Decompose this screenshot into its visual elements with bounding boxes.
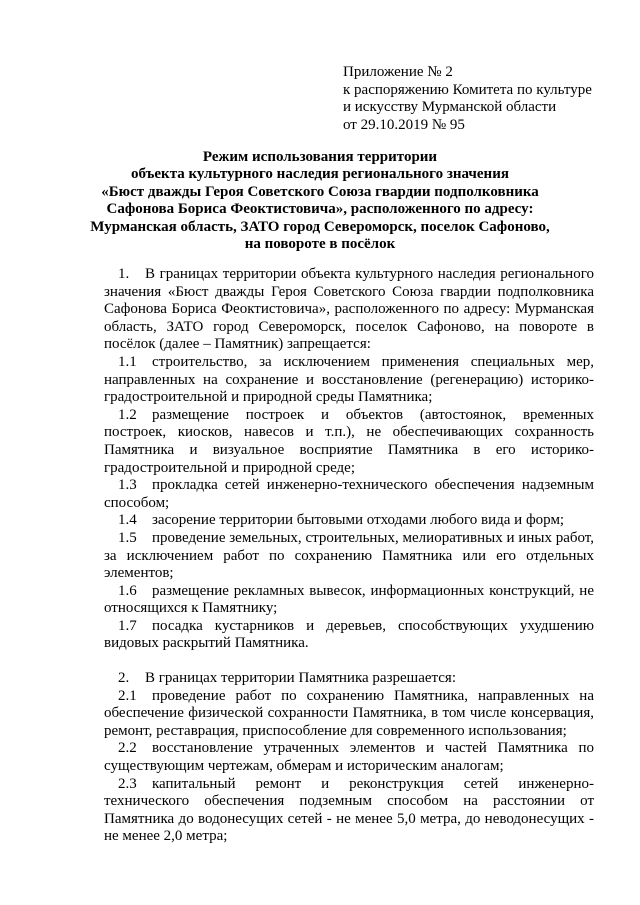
item-number: 2.2 [118,740,137,757]
title-line: Сафонова Бориса Феоктистовича», расположенного по адресу: [106,201,534,218]
item-number: 1.6 [118,582,137,599]
item-number: 1.7 [118,617,137,634]
item-text: капитальный ремонт и реконструкция сетей инженерно-технического обеспечения подземным способом на расстоянии от Памятника до водонесущих сетей - не менее 5,0 метра, до неводонесущих - не менее 2,0 метра; [104,775,594,845]
list-item [104,740,594,775]
section-number: 2. [118,670,130,687]
appendix-block [343,64,633,134]
list-item [104,530,594,583]
appendix-line: от 29.10.2019 № 95 [343,116,465,133]
item-number: 1.3 [118,477,137,494]
section-2-paragraph [104,670,594,688]
appendix-line: к распоряжению Комитета по культуре [343,81,592,98]
item-number: 1.4 [118,512,137,529]
title-line: Мурманская область, ЗАТО город Североморск, поселок Сафоново, [90,218,550,235]
item-text: размещение построек и объектов (автостоянок, временных построек, киосков, навесов и т.п.), не обеспечивающих сохранность Памятника и визуальное восприятие Памятника в его историко-градостроительной и природной среде; [104,406,594,476]
list-item [104,688,594,741]
paragraph-gap [104,653,594,670]
document-body [104,266,594,846]
title-line: Режим использования территории [202,149,438,165]
item-text: размещение рекламных вывесок, информационных конструкций, не относящихся к Памятнику; [104,582,594,617]
item-number: 2.1 [118,687,137,704]
item-text: проведение работ по сохранению Памятника, направленных на обеспечение физической сохранности Памятника, в том числе консервация, ремонт, реставрация, приспособление для современного использования; [104,687,594,739]
section-1-paragraph [104,266,594,354]
item-number: 2.3 [118,775,137,792]
list-item [104,512,594,530]
item-number: 1.5 [118,529,137,546]
item-text: строительство, за исключением применения специальных мер, направленных на сохранение и восстановление (регенерацию) историко-градостроительной и природной среды Памятника; [104,353,594,406]
item-text: прокладка сетей инженерно-технического обеспечения надземным способом; [104,477,594,511]
section-number: 1. [118,266,130,282]
section-text: В границах территории объекта культурного наследия регионального значения «Бюст дважды Героя Советского Союза гвардии подполковника Сафонова Бориса Феоктистовича», расположенного по адресу: Мурманская область, ЗАТО город Североморск, поселок Сафоново, на повороте в посёлок (далее – Памятник) запрещается: [104,266,594,353]
item-text: засорение территории бытовыми отходами любого вида и форм; [152,512,565,529]
list-item [104,776,594,846]
title-line: на повороте в посёлок [244,236,396,253]
list-item [104,354,594,407]
item-text: проведение земельных, строительных, мелиоративных и иных работ, за исключением работ по сохранению Памятника или его отдельных элементов; [104,529,594,582]
appendix-line: и искусству Мурманской области [343,99,557,116]
list-item [104,477,594,512]
item-number: 1.2 [118,406,137,423]
list-item [104,583,594,618]
list-item [104,407,594,477]
appendix-line: Приложение № 2 [343,64,453,80]
item-text: посадка кустарников и деревьев, способствующих ухудшению видовых раскрытий Памятника. [104,617,594,652]
item-text: восстановление утраченных элементов и частей Памятника по существующим чертежам, обмерам и историческим аналогам; [104,740,594,775]
list-item [104,618,594,653]
item-number: 1.1 [118,353,137,370]
title-line: «Бюст дважды Героя Советского Союза гвардии подполковника [101,183,539,200]
title-line: объекта культурного наследия регионального значения [131,166,509,183]
section-text: В границах территории Памятника разрешается: [145,670,456,687]
document-title [70,149,570,253]
